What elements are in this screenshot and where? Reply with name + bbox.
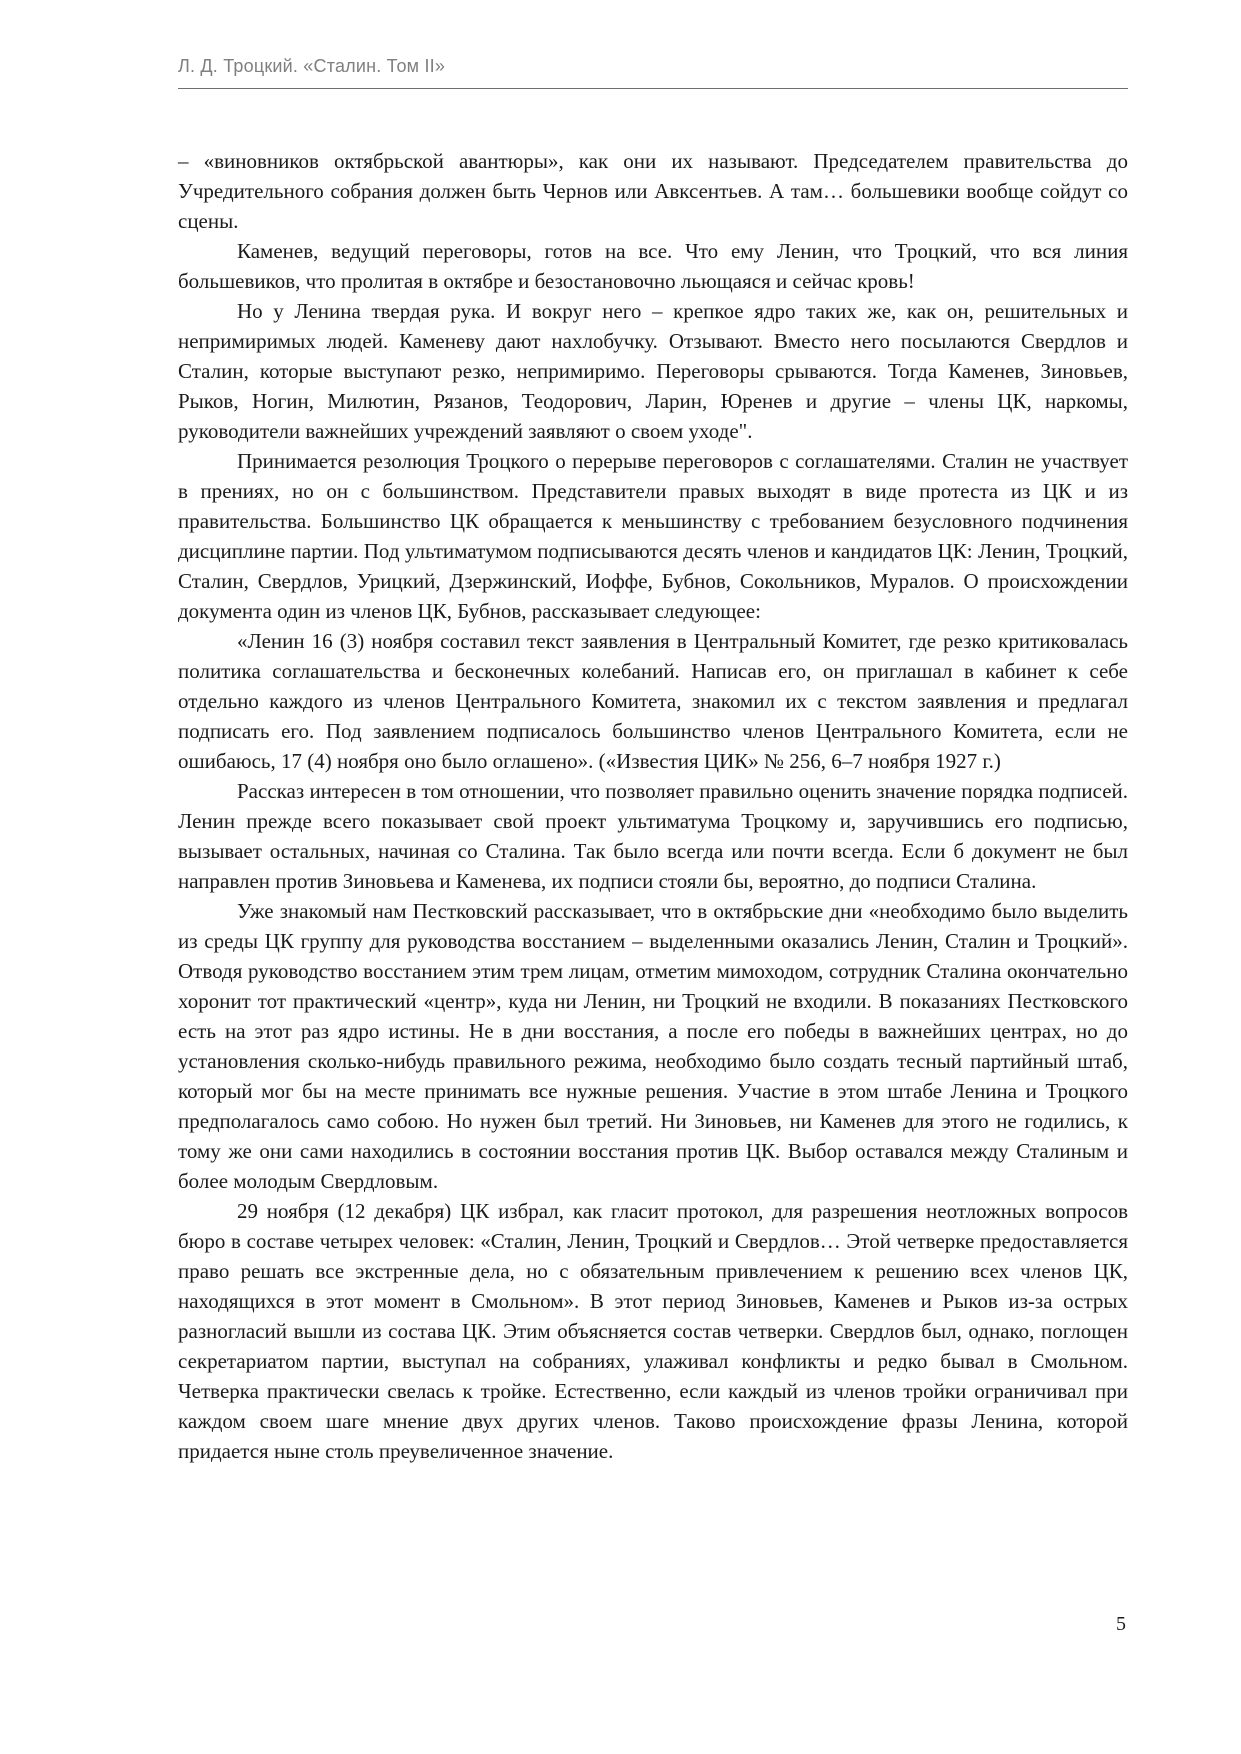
paragraph: 29 ноября (12 декабря) ЦК избрал, как гласит протокол, для разрешения неотложных вопросов бюро в составе четырех человек: «Сталин, Ленин, Троцкий и Свердлов… Этой четверке предоставляется право решать все экстренные дела, но с обязательным привлечением к решению всех членов ЦК, находящихся в этот момент в Смольном». В этот период Зиновьев, Каменев и Рыков из-за острых разногласий вышли из состава ЦК. Этим объясняется состав четверки. Свердлов был, однако, поглощен секретариатом партии, выступал на собраниях, улаживал конфликты и редко бывал в Смольном. Четверка практически свелась к тройке. Естественно, если каждый из членов тройки ограничивал при каждом своем шаге мнение двух других членов. Таково происхождение фразы Ленина, которой придается ныне столь преувеличенное значение. bbox=[178, 1199, 1128, 1463]
running-header bbox=[178, 54, 1128, 89]
paragraph: Но у Ленина твердая рука. И вокруг него – крепкое ядро таких же, как он, решительных и непримиримых людей. Каменеву дают нахлобучку. Отзывают. Вместо него посылаются Свердлов и Сталин, которые выступают резко, непримиримо. Переговоры срываются. Тогда Каменев, Зиновьев, Рыков, Ногин, Милютин, Рязанов, Теодорович, Ларин, Юренев и другие – члены ЦК, наркомы, руководители важнейших учреждений заявляют о своем уходе". bbox=[178, 299, 1128, 443]
running-header-title: Л. Д. Троцкий. «Сталин. Том II» bbox=[178, 56, 446, 76]
paragraph-quotation: «Ленин 16 (3) ноября составил текст заявления в Центральный Комитет, где резко критиковалась политика соглашательства и бесконечных колебаний. Написав его, он приглашал в кабинет к себе отдельно каждого из членов Центрального Комитета, знакомил их с текстом заявления и предлагал подписать его. Под заявлением подписалось большинство членов Центрального Комитета, если не ошибаюсь, 17 (4) ноября оно было оглашено». («Известия ЦИК» № 256, 6–7 ноября 1927 г.) bbox=[178, 629, 1128, 773]
paragraph: Принимается резолюция Троцкого о перерыве переговоров с соглашателями. Сталин не участвует в прениях, но он с большинством. Представители правых выходят в виде протеста из ЦК и из правительства. Большинство ЦК обращается к меньшинству с требованием безусловного подчинения дисциплине партии. Под ультиматумом подписываются десять членов и кандидатов ЦК: Ленин, Троцкий, Сталин, Свердлов, Урицкий, Дзержинский, Иоффе, Бубнов, Сокольников, Муралов. О происхождении документа один из членов ЦК, Бубнов, рассказывает следующее: bbox=[178, 449, 1128, 623]
paragraph: Рассказ интересен в том отношении, что позволяет правильно оценить значение порядка подписей. Ленин прежде всего показывает свой проект ультиматума Троцкому и, заручившись его подписью, вызывает остальных, начиная со Сталина. Так было всегда или почти всегда. Если б документ не был направлен против Зиновьева и Каменева, их подписи стояли бы, вероятно, до подписи Сталина. bbox=[178, 779, 1128, 893]
paragraph: Уже знакомый нам Пестковский рассказывает, что в октябрьские дни «необходимо было выделить из среды ЦК группу для руководства восстанием – выделенными оказались Ленин, Сталин и Троцкий». Отводя руководство восстанием этим трем лицам, отметим мимоходом, сотрудник Сталина окончательно хоронит тот практический «центр», куда ни Ленин, ни Троцкий не входили. В показаниях Пестковского есть на этот раз ядро истины. Не в дни восстания, а после его победы в важнейших центрах, но до установления сколько-нибудь правильного режима, необходимо было создать тесный партийный штаб, который мог бы на месте принимать все нужные решения. Участие в этом штабе Ленина и Троцкого предполагалось само собою. Но нужен был третий. Ни Зиновьев, ни Каменев для этого не годились, к тому же они сами находились в состоянии восстания против ЦК. Выбор оставался между Сталиным и более молодым Свердловым. bbox=[178, 899, 1128, 1193]
paragraph-continuation: – «виновников октябрьской авантюры», как они их называют. Председателем правительства до Учредительного собрания должен быть Чернов или Авксентьев. А там… большевики вообще сойдут со сцены. bbox=[178, 149, 1128, 233]
page-number: 5 bbox=[1116, 1613, 1126, 1635]
paragraph: Каменев, ведущий переговоры, готов на все. Что ему Ленин, что Троцкий, что вся линия большевиков, что пролитая в октябре и безостановочно льющаяся и сейчас кровь! bbox=[178, 239, 1128, 293]
page-body bbox=[178, 146, 1128, 1466]
